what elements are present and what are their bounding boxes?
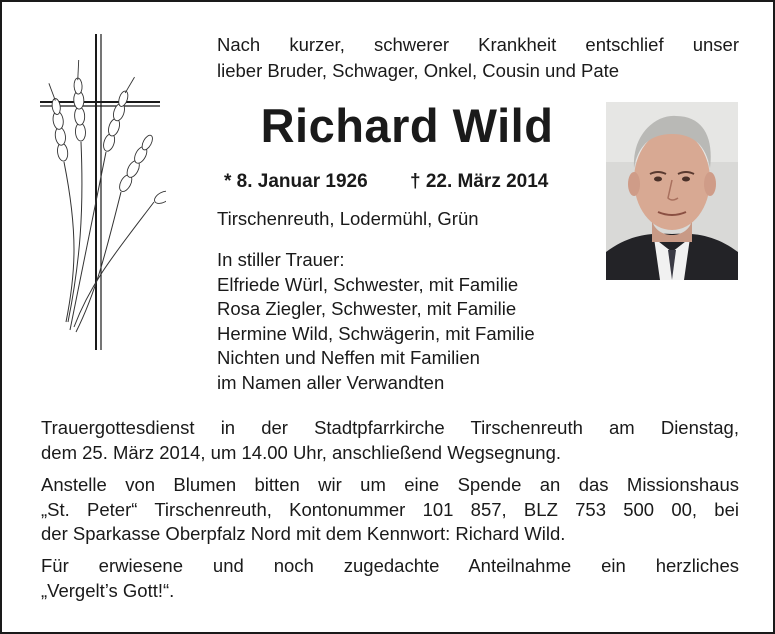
mourner-line: Rosa Ziegler, Schwester, mit Familie [217, 298, 517, 320]
intro-text [217, 32, 739, 84]
intro-line-2: lieber Bruder, Schwager, Onkel, Cousin und Pate [217, 60, 620, 81]
mourner-line: Hermine Wild, Schwägerin, mit Familie [217, 322, 535, 344]
donation-line: „St. Peter“ Tirschenreuth, Kontonummer 101 857, BLZ 753 500 00, bei [41, 498, 739, 520]
residence-places: Tirschenreuth, Lodermühl, Grün [217, 208, 479, 229]
thanks-paragraph [41, 554, 739, 603]
birth-date: * 8. Januar 1926 [224, 171, 368, 192]
thanks-line: Für erwiesene und noch zugedachte Anteilnahme ein herzliches [41, 555, 739, 576]
mourner-line: im Namen aller Verwandten [217, 371, 445, 393]
mourners-heading: In stiller Trauer: [217, 249, 345, 270]
mourners-list [217, 248, 535, 396]
death-date: † 22. März 2014 [410, 171, 549, 192]
thanks-line: „Vergelt’s Gott!“. [41, 579, 175, 601]
donation-line: der Sparkasse Oberpfalz Nord mit dem Kennwort: Richard Wild. [41, 523, 566, 545]
cross-with-wheat-icon [36, 32, 166, 354]
service-line: Trauergottesdienst in der Stadtpfarrkirche Tirschenreuth am Dienstag, [41, 417, 739, 438]
donation-line: Anstelle von Blumen bitten wir um eine Spende an das Missionshaus [41, 474, 739, 495]
donation-paragraph [41, 473, 739, 547]
mourner-line: Nichten und Neffen mit Familien [217, 347, 480, 369]
portrait-photo [606, 102, 738, 280]
service-line: dem 25. März 2014, um 14.00 Uhr, anschließend Wegsegnung. [41, 441, 562, 463]
deceased-name: Richard Wild [260, 99, 554, 152]
mourner-line: Elfriede Würl, Schwester, mit Familie [217, 273, 519, 295]
service-paragraph [41, 416, 739, 465]
intro-line-1: Nach kurzer, schwerer Krankheit entschlief unser [217, 34, 739, 55]
